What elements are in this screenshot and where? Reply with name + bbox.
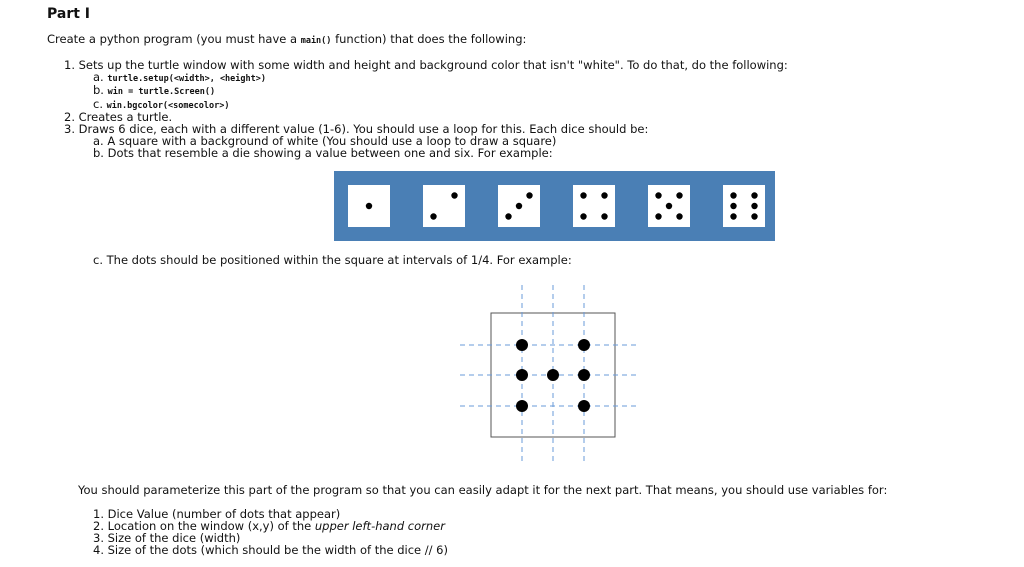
dot-grid-svg: [455, 285, 645, 465]
grid-dot: [578, 400, 590, 412]
intro-text-before: Create a python program (you must have a: [47, 32, 301, 46]
step-3b: b. Dots that resemble a die showing a value between one and six. For example:: [93, 146, 553, 160]
step-1a-code: turtle.setup(<width>, <height>): [107, 74, 266, 84]
die-dot: [751, 213, 757, 219]
die-dot: [526, 192, 532, 198]
intro-line: [47, 32, 526, 46]
die-dot: [666, 203, 672, 209]
step-2: 2. Creates a turtle.: [64, 110, 173, 124]
die-dot: [601, 213, 607, 219]
page-title: Part I: [47, 6, 91, 22]
step-1b: [93, 83, 215, 97]
grid-dot: [578, 339, 590, 351]
step-3c: c. The dots should be positioned within the square at intervals of 1/4. For example:: [93, 253, 572, 267]
param-item-2-text: 2. Location on the window (x,y) of the: [93, 519, 315, 533]
die-4: [573, 185, 615, 227]
intro-code: main(): [300, 36, 332, 46]
die-2: [423, 185, 465, 227]
die-dot: [751, 203, 757, 209]
step-1: 1. Sets up the turtle window with some width and height and background color that isn't "white". To do that, do the following:: [64, 58, 788, 72]
step-1b-label: b.: [93, 83, 108, 97]
dice-example-panel: [334, 171, 775, 241]
die-dot: [516, 203, 522, 209]
dice-example-figure: [334, 171, 775, 241]
step-1a-label: a.: [93, 70, 108, 84]
param-item-3: 3. Size of the dice (width): [93, 531, 241, 545]
step-1c-label: c.: [93, 97, 107, 111]
dot-grid-figure: [455, 285, 645, 465]
die-dot: [580, 213, 586, 219]
die-5: [648, 185, 690, 227]
grid-dot: [547, 369, 559, 381]
step-1a: [93, 70, 266, 84]
die-dot: [655, 192, 661, 198]
die-dot: [676, 213, 682, 219]
die-dot: [751, 192, 757, 198]
die-6: [723, 185, 765, 227]
die-dot: [676, 192, 682, 198]
grid-dot: [578, 369, 590, 381]
die-face: [723, 185, 765, 227]
step-1b-code: win = turtle.Screen(): [107, 87, 216, 97]
die-dot: [655, 213, 661, 219]
die-dot: [580, 192, 586, 198]
param-item-2-italic: upper left-hand corner: [314, 519, 445, 533]
die-face: [573, 185, 615, 227]
die-dot: [366, 203, 372, 209]
die-3: [498, 185, 540, 227]
die-dot: [430, 213, 436, 219]
param-item-1: 1. Dice Value (number of dots that appear): [93, 507, 341, 521]
intro-text-after: function) that does the following:: [331, 32, 527, 46]
die-dot: [730, 213, 736, 219]
die-dot: [505, 213, 511, 219]
step-3: 3. Draws 6 dice, each with a different value (1-6). You should use a loop for this. Each dice should be:: [64, 122, 649, 136]
step-3a: a. A square with a background of white (You should use a loop to draw a square): [93, 134, 557, 148]
die-dot: [730, 203, 736, 209]
param-item-4: 4. Size of the dots (which should be the width of the dice // 6): [93, 543, 448, 557]
step-1c-code: win.bgcolor(<somecolor>): [106, 101, 230, 111]
die-1: [348, 185, 390, 227]
die-dot: [601, 192, 607, 198]
grid-dot: [516, 400, 528, 412]
grid-dot: [516, 339, 528, 351]
die-dot: [730, 192, 736, 198]
die-dot: [451, 192, 457, 198]
step-1c: [93, 97, 229, 111]
param-intro: You should parameterize this part of the program so that you can easily adapt it for the next part. That means, you should use variables for:: [78, 483, 888, 497]
die-face: [423, 185, 465, 227]
grid-dot: [516, 369, 528, 381]
